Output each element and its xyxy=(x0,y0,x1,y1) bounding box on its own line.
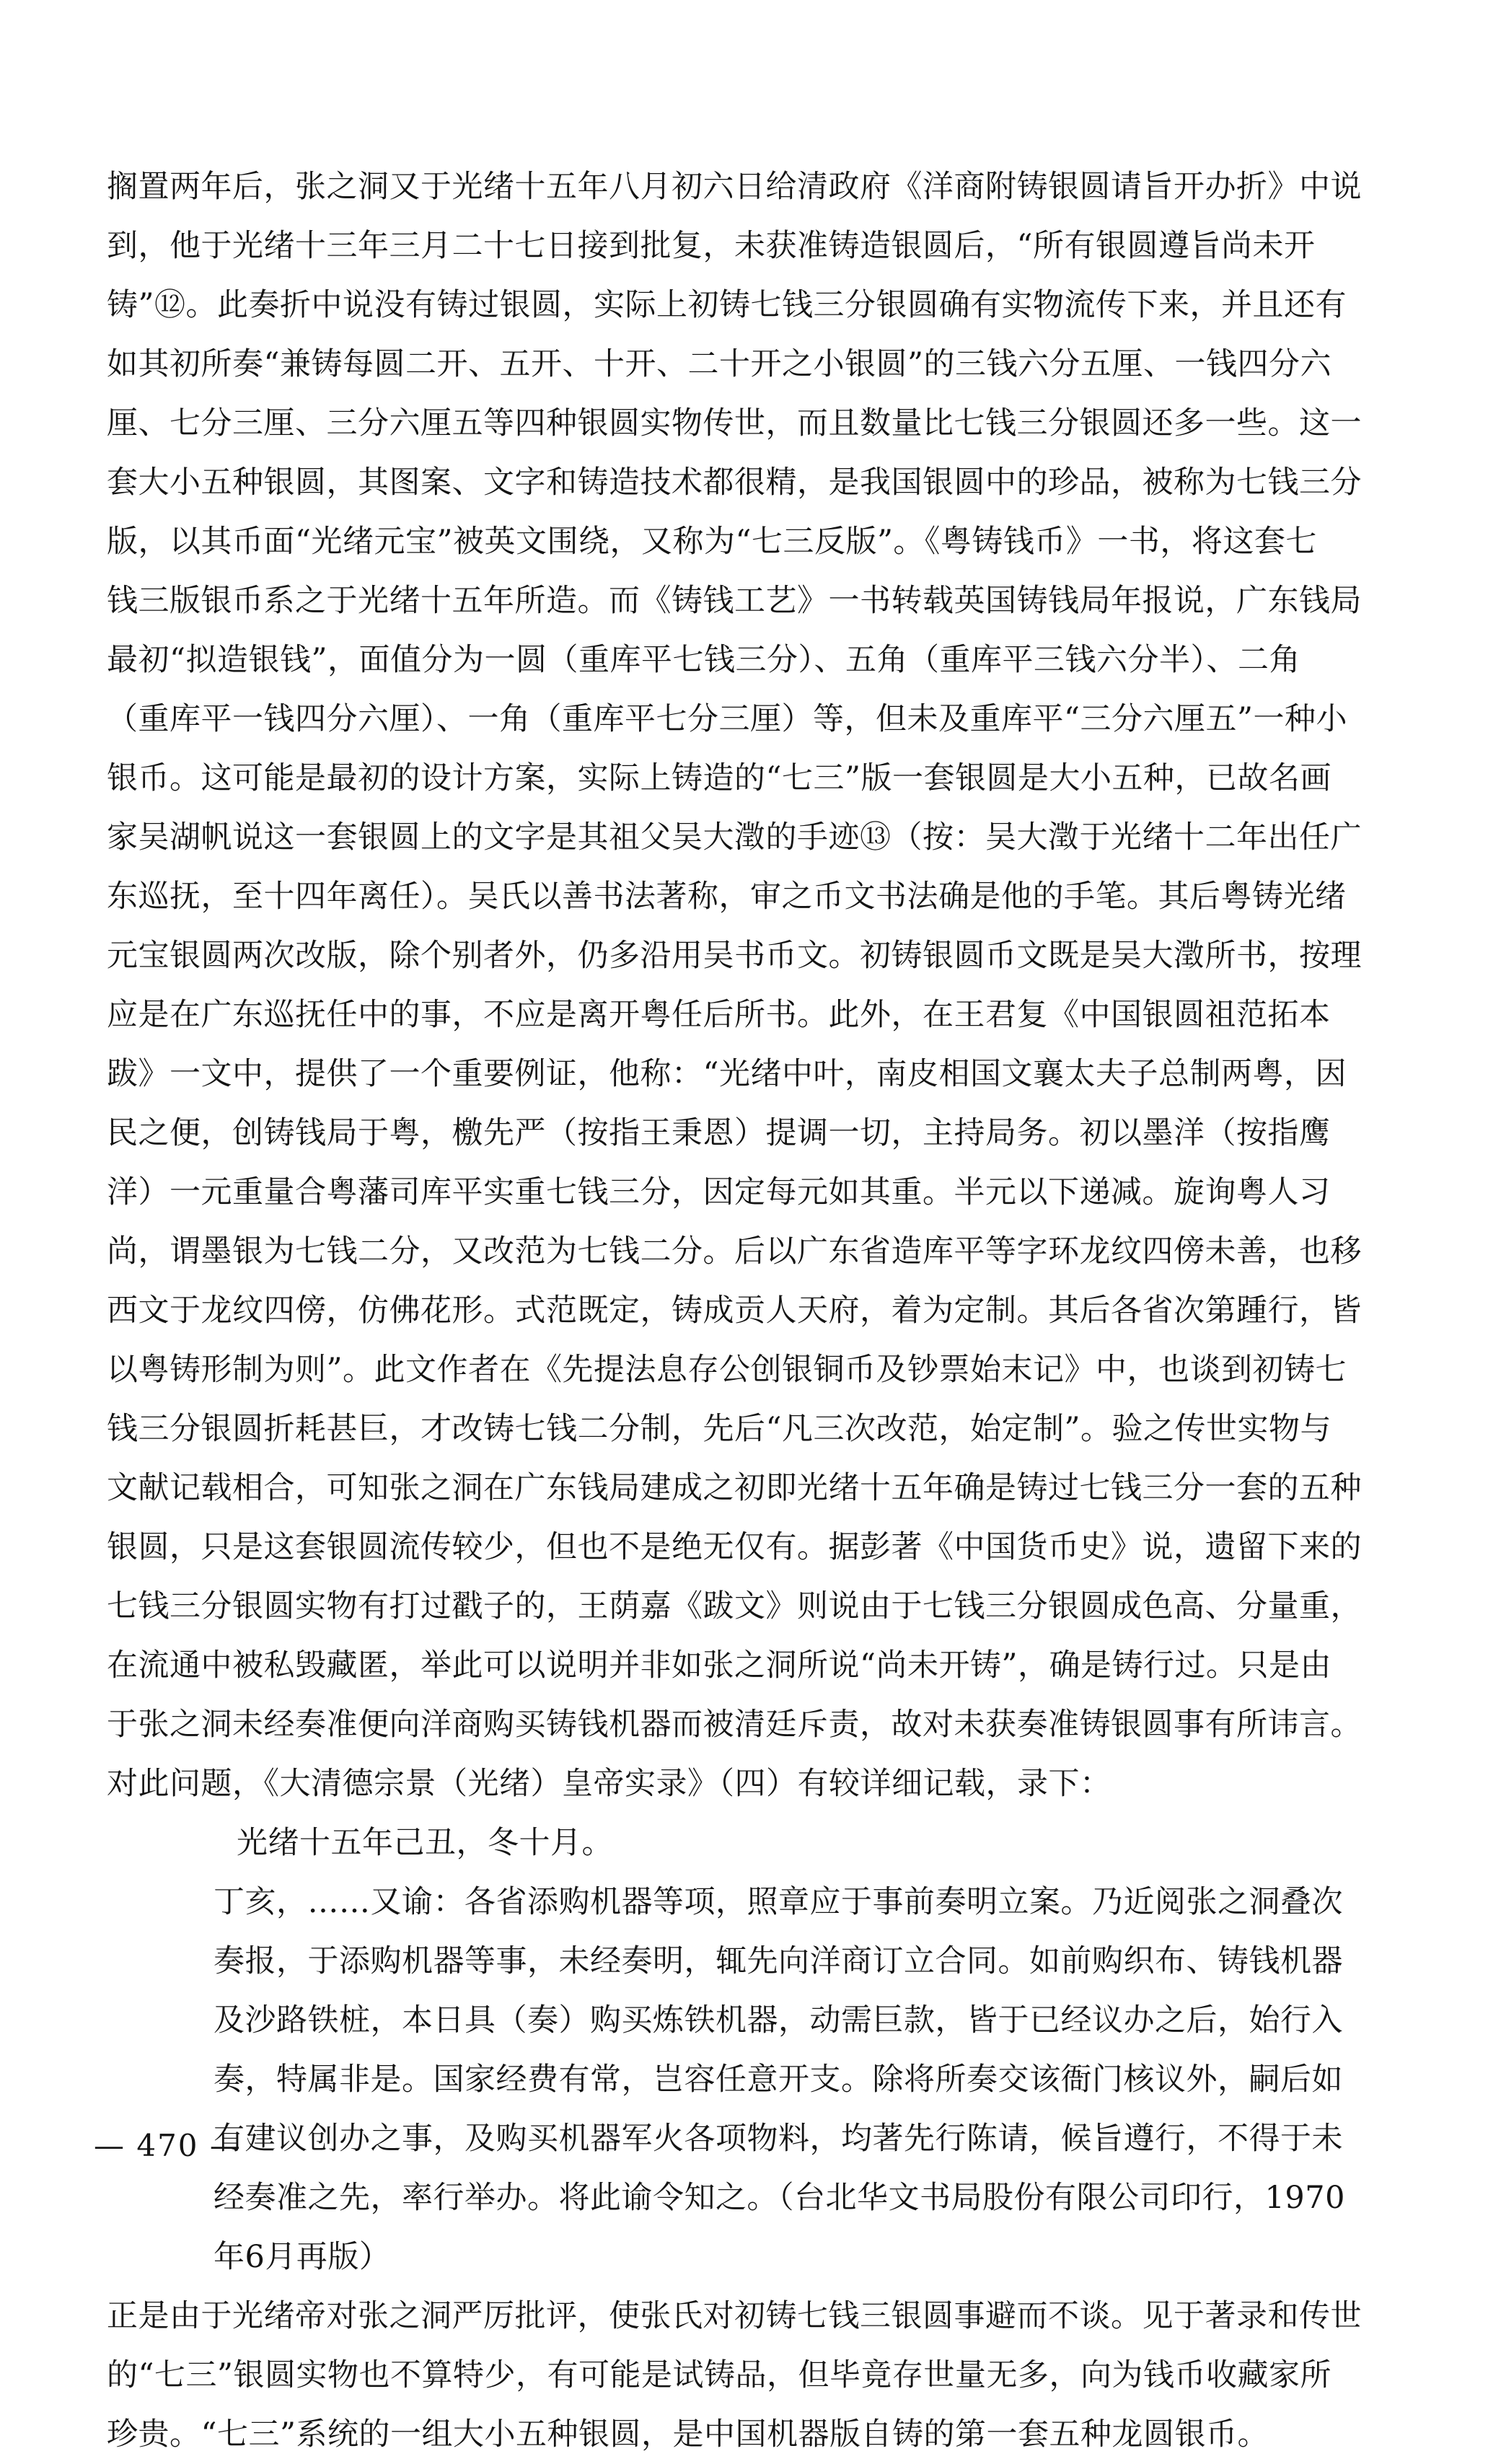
paragraph-conclusion xyxy=(107,2287,1391,2464)
text-line: 文献记载相合，可知张之洞在广东钱局建成之初即光绪十五年确是铸过七钱三分一套的五种 xyxy=(107,1470,1362,1506)
text-line: 在流通中被私毁藏匿，举此可以说明并非如张之洞所说“尚未开铸”，确是铸行过。只是由 xyxy=(107,1647,1331,1684)
block-quote-imperial-edict xyxy=(107,1813,1391,2287)
paragraph-main xyxy=(107,157,1391,1813)
quote-line: 有建议创办之事，及购买机器军火各项物料，均著先行陈请，候旨遵行，不得于未 xyxy=(213,2121,1343,2157)
text-line: 以粤铸形制为则”。此文作者在《先提法息存公创银铜币及钞票始末记》中，也谈到初铸七 xyxy=(107,1352,1347,1388)
quote-line: 年6月再版） xyxy=(213,2239,391,2275)
text-line: 最初“拟造银钱”，面值分为一圆（重库平七钱三分）、五角（重库平三钱六分半）、二角 xyxy=(107,642,1300,678)
text-line: 的“七三”银圆实物也不算特少，有可能是试铸品，但毕竟存世量无多，向为钱币收藏家所 xyxy=(107,2357,1331,2393)
text-line: 铸”⑫。此奏折中说没有铸过银圆，实际上初铸七钱三分银圆确有实物流传下来，并且还有 xyxy=(107,287,1347,323)
quote-line: 奏，特属非是。国家经费有常，岂容任意开支。除将所奏交该衙门核议外，嗣后如 xyxy=(213,2062,1343,2098)
text-line: 七钱三分银圆实物有打过戳子的，王荫嘉《跋文》则说由于七钱三分银圆成色高、分量重， xyxy=(107,1588,1362,1624)
text-line: 民之便，创铸钱局于粤，檄先严（按指王秉恩）提调一切，主持局务。初以墨洋（按指鹰 xyxy=(107,1115,1331,1151)
text-line: 西文于龙纹四傍，仿佛花形。式范既定，铸成贡人天府，着为定制。其后各省次第踵行，皆 xyxy=(107,1293,1362,1329)
quote-line: 丁亥，……又谕：各省添购机器等项，照章应于事前奏明立案。乃近阅张之洞叠次 xyxy=(213,1884,1343,1920)
text-line: 于张之洞未经奏准便向洋商购买铸钱机器而被清廷斥责，故对未获奏准铸银圆事有所讳言。 xyxy=(107,1707,1362,1743)
text-line: 家吴湖帆说这一套银圆上的文字是其祖父吴大澂的手迹⑬（按：吴大澂于光绪十二年出任广 xyxy=(107,819,1362,855)
text-line: 到，他于光绪十三年三月二十七日接到批复，未获准铸造银圆后，“所有银圆遵旨尚未开 xyxy=(107,228,1316,264)
quote-line: 及沙路铁桩，本日具（奏）购买炼铁机器，动需巨款，皆于已经议办之后，始行入 xyxy=(213,2002,1343,2038)
text-line: 跋》一文中，提供了一个重要例证，他称：“光绪中叶，南皮相国文襄太夫子总制两粤，因 xyxy=(107,1056,1347,1092)
quote-line: 光绪十五年己丑，冬十月。 xyxy=(237,1825,613,1861)
body-text xyxy=(107,157,1391,2464)
text-line: 应是在广东巡抚任中的事，不应是离开粤任后所书。此外，在王君复《中国银圆祖范拓本 xyxy=(107,997,1331,1033)
text-line: 洋）一元重量合粤藩司库平实重七钱三分，因定每元如其重。半元以下递减。旋询粤人习 xyxy=(107,1174,1331,1210)
text-line: 版，以其币面“光绪元宝”被英文围绕，又称为“七三反版”。《粤铸钱币》一书，将这套七 xyxy=(107,524,1317,560)
text-line: 银圆，只是这套银圆流传较少，但也不是绝无仅有。据彭著《中国货币史》说，遗留下来的 xyxy=(107,1529,1362,1565)
text-line: 如其初所奏“兼铸每圆二开、五开、十开、二十开之小银圆”的三钱六分五厘、一钱四分六 xyxy=(107,346,1331,382)
text-line: 银币。这可能是最初的设计方案，实际上铸造的“七三”版一套银圆是大小五种，已故名画 xyxy=(107,760,1331,796)
text-line: 正是由于光绪帝对张之洞严厉批评，使张氏对初铸七钱三银圆事避而不谈。见于著录和传世 xyxy=(107,2298,1362,2334)
text-line: 搁置两年后，张之洞又于光绪十五年八月初六日给清政府《洋商附铸银圆请旨开办折》中说 xyxy=(107,169,1362,205)
text-line: 钱三分银圆折耗甚巨，才改铸七钱二分制，先后“凡三次改范，始定制”。验之传世实物与 xyxy=(107,1411,1331,1447)
quote-line: 奏报，于添购机器等事，未经奏明，辄先向洋商订立合同。如前购织布、铸钱机器 xyxy=(213,1943,1343,1979)
text-line: 东巡抚，至十四年离任）。吴氏以善书法著称，审之币文书法确是他的手笔。其后粤铸光绪 xyxy=(107,879,1347,915)
page-number: — 470 — xyxy=(94,2128,242,2163)
quote-line: 经奏准之先，率行举办。将此谕令知之。（台北华文书局股份有限公司印行，1970 xyxy=(213,2180,1345,2216)
text-line: 尚，谓墨银为七钱二分，又改范为七钱二分。后以广东省造库平等字环龙纹四傍未善，也移 xyxy=(107,1233,1362,1270)
text-line: （重库平一钱四分六厘）、一角（重库平七分三厘）等，但未及重库平“三分六厘五”一种小 xyxy=(107,701,1347,737)
text-line: 对此问题，《大清德宗景（光绪）皇帝实录》（四）有较详细记载，录下： xyxy=(107,1766,1111,1802)
text-line: 厘、七分三厘、三分六厘五等四种银圆实物传世，而且数量比七钱三分银圆还多一些。这一 xyxy=(107,405,1362,441)
text-line: 元宝银圆两次改版，除个别者外，仍多沿用吴书币文。初铸银圆币文既是吴大澂所书，按理 xyxy=(107,938,1362,974)
text-line: 钱三版银币系之于光绪十五年所造。而《铸钱工艺》一书转载英国铸钱局年报说，广东钱局 xyxy=(107,583,1362,619)
text-line: 珍贵。“七三”系统的一组大小五种银圆，是中国机器版自铸的第一套五种龙圆银币。 xyxy=(107,2416,1269,2452)
text-line: 套大小五种银圆，其图案、文字和铸造技术都很精，是我国银圆中的珍品，被称为七钱三分 xyxy=(107,465,1362,501)
